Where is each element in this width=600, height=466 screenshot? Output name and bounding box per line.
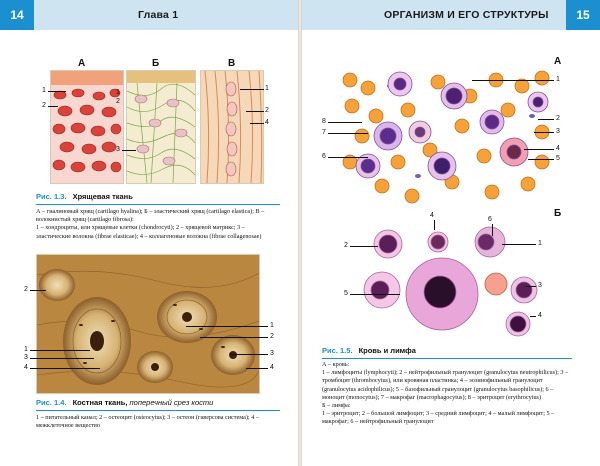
elastic-cartilage-illustration (127, 71, 195, 183)
fig14-callout-4-left: 4 (24, 364, 28, 371)
fig13-caption-rule (36, 204, 280, 205)
fig15a-callout-8: 8 (322, 118, 326, 125)
fig15-caption-title: Кровь и лимфа (358, 346, 416, 355)
fig14-leader-3-right (230, 354, 268, 355)
fig13-panel-b-image (126, 70, 196, 184)
fig13c-callout-1: 1 (265, 85, 269, 92)
fig14-leader-3-left (30, 358, 94, 359)
fig15-description (322, 361, 574, 427)
fig13b-callout-2: 2 (116, 98, 120, 105)
fig15-label-a: А (554, 56, 562, 67)
left-chapter-title: Глава 1 (138, 9, 179, 21)
fig15-desc-lymph-items: 1 – эритроцит; 2 – большой лимфоцит; 3 – средний лимфоцит; 4 – малый лимфоцит; 5 – макрофаг; 6 – нейтрофильный гранулоцит (322, 410, 555, 426)
fig15a-leader-3 (534, 132, 554, 133)
fig14-caption-title: Костная ткань, (72, 398, 128, 407)
left-page (0, 0, 298, 466)
fig15a-leader-7 (328, 133, 368, 134)
fig13-panel-a-image (50, 70, 124, 184)
fig13c-leader-4 (250, 123, 264, 124)
fig13-caption-number: Рис. 1.3. (36, 192, 67, 201)
fig13-caption (36, 192, 133, 201)
fig14-callout-3-left: 3 (24, 354, 28, 361)
fig14-caption (36, 398, 213, 407)
fig14-leader-2-left (30, 290, 46, 291)
fig13-panel-c-image (200, 70, 264, 184)
fig13a-leader-2 (48, 106, 58, 107)
fig15a-leader-5 (528, 159, 554, 160)
fig14-callout-3-right: 3 (270, 350, 274, 357)
fig13b-callout-1: 1 (116, 89, 120, 96)
fig13-caption-title: Хрящевая ткань (72, 192, 133, 201)
right-page-number: 15 (566, 0, 600, 30)
fig15-label-b: Б (554, 208, 562, 219)
bone-tissue-illustration (37, 255, 259, 393)
fibrous-cartilage-illustration (201, 71, 263, 183)
fig13c-callout-2: 2 (265, 107, 269, 114)
blood-cells-illustration (342, 66, 552, 206)
fig15b-callout-5: 5 (344, 290, 348, 297)
fig13b-callout-3: 3 (116, 146, 120, 153)
fig14-callout-1-left: 1 (24, 346, 28, 353)
fig14-desc-line-1: 1 – питательный канал; 2 – остеоцит (osteocytus); 3 – остеон (гаверсова система); 4 – межклеточное вещество (36, 414, 259, 430)
fig14-leader-1-right (186, 326, 268, 327)
fig14-callout-2-left: 2 (24, 286, 28, 293)
hyaline-cartilage-illustration (51, 71, 123, 183)
fig15-caption-rule (322, 358, 572, 359)
fig15-caption (322, 346, 416, 355)
fig13a-leader-1 (48, 91, 66, 92)
fig15a-leader-2 (538, 119, 554, 120)
fig14-bone-image (36, 254, 260, 394)
fig15-caption-number: Рис. 1.5. (322, 346, 353, 355)
fig14-leader-4-left (30, 368, 100, 369)
fig15-desc-lymph-heading: Б – лимфа: (322, 402, 351, 410)
fig14-leader-1-left (30, 350, 90, 351)
fig15-desc-blood-heading: А – кровь: (322, 361, 350, 368)
fig14-callout-1-right: 1 (270, 322, 274, 329)
fig14-caption-number: Рис. 1.4. (36, 398, 67, 407)
fig13-description (36, 208, 280, 241)
right-chapter-title: ОРГАНИЗМ И ЕГО СТРУКТУРЫ (384, 9, 549, 21)
fig15b-leader-3 (526, 286, 536, 287)
fig15a-callout-1: 1 (556, 76, 560, 83)
fig15b-callout-4-top: 4 (430, 212, 434, 219)
fig15b-leader-2 (350, 246, 378, 247)
fig15b-callout-1: 1 (538, 240, 542, 247)
fig15a-callout-7: 7 (322, 129, 326, 136)
fig15b-callout-3: 3 (538, 282, 542, 289)
right-page (302, 0, 600, 466)
fig15a-leader-4 (524, 149, 554, 150)
fig15b-leader-1 (502, 244, 536, 245)
fig15a-callout-2: 2 (556, 115, 560, 122)
fig14-caption-subtitle: поперечный срез кости (129, 398, 214, 407)
fig13-label-c: В (228, 58, 236, 69)
fig13c-leader-1 (240, 89, 264, 90)
fig14-leader-4-right (246, 368, 268, 369)
fig15b-callout-2: 2 (344, 242, 348, 249)
fig15a-leader-6 (328, 157, 368, 158)
fig13-desc-line-2: 1 – хондроциты, или хрящевые клетки (chondrocyti); 2 – хрящевой матрикс; 3 – эластические волокна (fibrae elasticae); 4 – коллагеновые волокна (fibrae collagenosae) (36, 224, 262, 240)
lymph-cells-illustration (360, 220, 540, 340)
fig15a-callout-5: 5 (556, 155, 560, 162)
fig15a-leader-1 (472, 80, 554, 81)
fig13-label-a: А (78, 58, 86, 69)
fig14-caption-rule (36, 410, 280, 411)
fig15a-callout-6: 6 (322, 153, 326, 160)
fig15-desc-blood-items: 1 – лимфоциты (lymphocyti); 2 – нейтрофильный гранулоцит (granulocytus neutrophilicus); 3 – тромбоцит (thrombocytus), или кровяная пластинка; 4 – эозинофильный гранулоцит (granulocytus acidophilicus); 5 – базофильный гранулоцит (granulocytus basophilicus); 6 – моноцит (monocytus); 7 – макрофаг (macrophagocytus); 8 – эритроцит (erythrocytus) (322, 369, 569, 401)
fig15b-leader-4-top (434, 220, 435, 230)
fig13c-leader-2 (246, 111, 264, 112)
fig14-leader-2-right (200, 337, 268, 338)
fig15b-leader-4-bottom (530, 316, 536, 317)
fig15b-leader-5 (350, 294, 400, 295)
fig13-desc-line-1: А – гиалиновый хрящ (cartilago hyalina); Б – эластический хрящ (cartilago elastica); В – волокнистый хрящ (cartilago fibrosa): (36, 208, 265, 224)
fig15b-callout-4-bottom: 4 (538, 312, 542, 319)
fig15a-leader-8 (328, 122, 362, 123)
fig13b-leader-3 (122, 150, 136, 151)
left-page-number: 14 (0, 0, 34, 30)
fig14-description (36, 414, 280, 430)
fig13a-callout-1: 1 (42, 87, 46, 94)
fig15b-callout-6: 6 (488, 216, 492, 223)
fig15a-callout-4: 4 (556, 145, 560, 152)
fig13c-callout-4: 4 (265, 119, 269, 126)
fig13a-callout-2: 2 (42, 102, 46, 109)
fig15b-leader-6 (492, 224, 493, 236)
fig13-label-b: Б (152, 58, 160, 69)
fig14-callout-4-right: 4 (270, 364, 274, 371)
fig14-callout-2-right: 2 (270, 333, 274, 340)
fig15a-callout-3: 3 (556, 128, 560, 135)
